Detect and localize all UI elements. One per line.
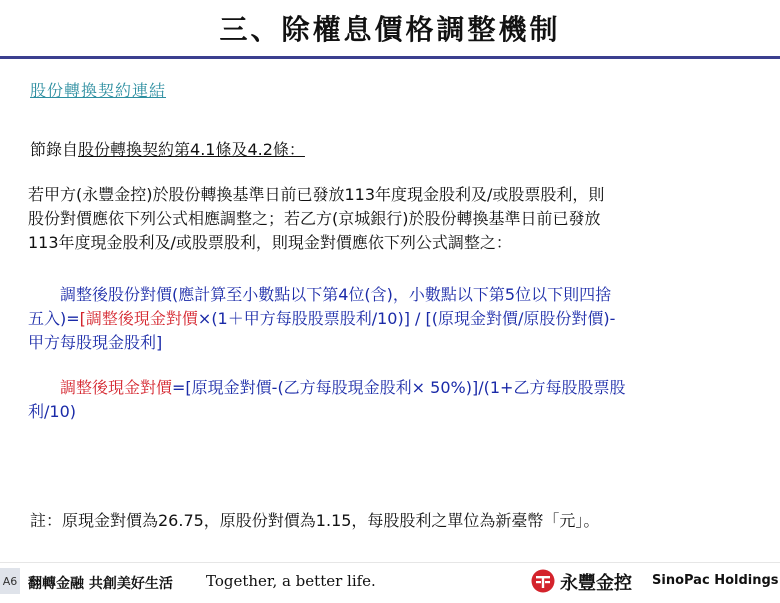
intro-prefix: 節錄自 — [30, 140, 79, 159]
brand-name-chinese: 永豐金控 — [560, 573, 632, 594]
formula-share-line-3: 甲方每股現金股利] — [28, 333, 163, 352]
formula-share-line-2a: 五入)= — [28, 309, 80, 328]
formula-share-line-2-red: [調整後現金對價 — [79, 309, 198, 328]
adjustment-paragraph — [28, 183, 758, 255]
footnote: 註：原現金對價為26.75，原股份對價為1.15，每股股利之單位為新臺幣「元」。 — [30, 511, 600, 530]
formula-cash-red: 調整後現金對價 — [60, 378, 173, 397]
cash-consideration-formula — [28, 376, 758, 424]
brand-name-english: SinoPac Holdings — [652, 573, 779, 588]
paragraph-line-2: 股份對價應依下列公式相應調整之；若乙方(京城銀行)於股份轉換基準日前已發放 — [28, 209, 601, 228]
formula-share-line-1: 調整後股份對價(應計算至小數點以下第4位(含)，小數點以下第5位以下則四捨 — [60, 285, 612, 304]
page-number: A6 — [0, 568, 20, 594]
footer — [0, 562, 780, 603]
title-bar — [0, 0, 780, 58]
slogan-chinese: 翻轉金融 共創美好生活 — [28, 576, 173, 592]
paragraph-line-1: 若甲方(永豐金控)於股份轉換基準日前已發放113年度現金股利及/或股票股利，則 — [28, 185, 605, 204]
intro-line — [30, 137, 305, 160]
title-divider — [0, 56, 780, 59]
intro-suffix: 第4.1條及4.2條： — [174, 140, 305, 159]
slogan-english: Together, a better life. — [206, 572, 376, 590]
intro-contract: 股份轉換契約 — [78, 140, 175, 159]
formula-share-line-2b: ×(1＋甲方每股股票股利/10)] / [(原現金對價/原股份對價)- — [197, 309, 616, 328]
page-title: 三、除權息價格調整機制 — [219, 13, 561, 46]
formula-cash-line-1b: =[原現金對價-(乙方每股現金股利× 50%)]/(1+乙方每股股票股 — [172, 378, 626, 397]
formula-cash-line-2: 利/10) — [28, 402, 76, 421]
share-swap-contract-link[interactable]: 股份轉換契約連結 — [30, 81, 167, 100]
sinopac-logo-icon — [531, 569, 555, 593]
paragraph-line-3: 113年度現金股利及/或股票股利，則現金對價應依下列公式調整之： — [28, 233, 512, 252]
share-consideration-formula — [28, 283, 758, 355]
